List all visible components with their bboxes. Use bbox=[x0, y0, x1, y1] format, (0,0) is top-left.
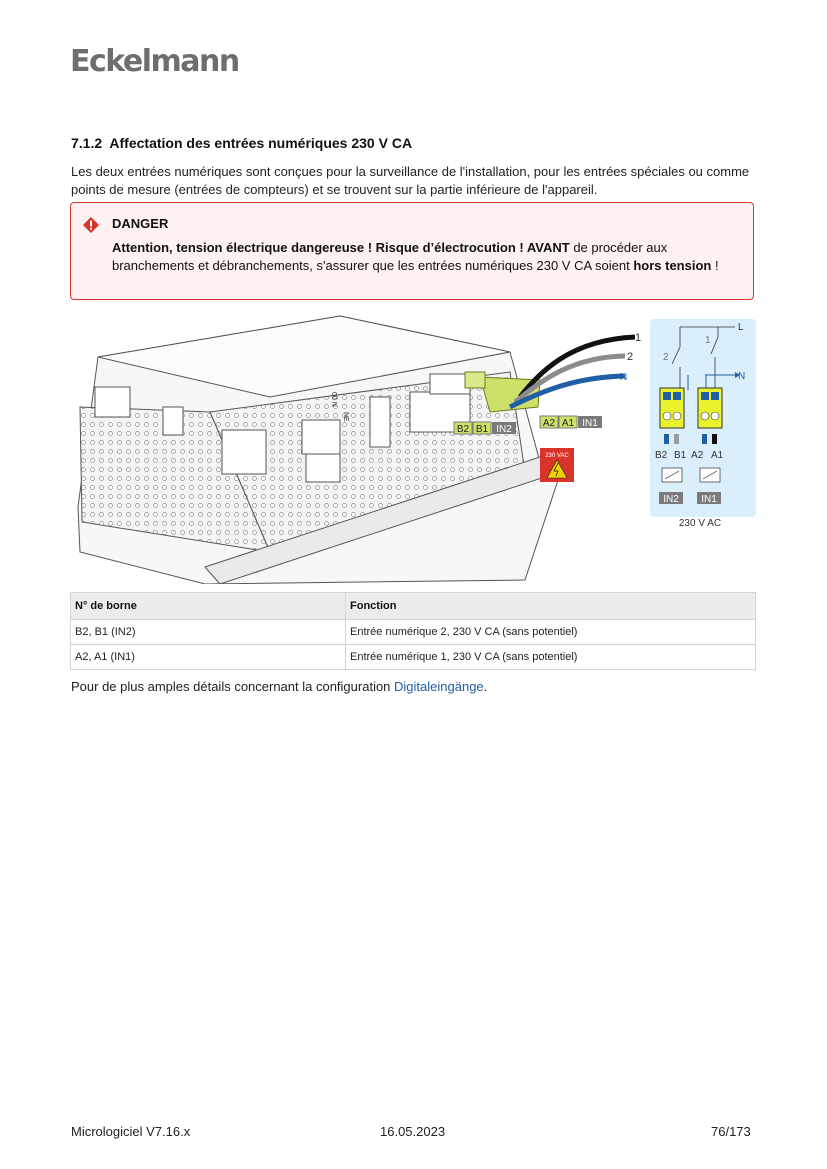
footer-page-number: 76/173 bbox=[711, 1124, 751, 1139]
schematic-switch-1: 1 bbox=[705, 335, 711, 346]
table-cell: Entrée numérique 1, 230 V CA (sans potentiel) bbox=[346, 645, 756, 670]
table-header: Fonction bbox=[346, 593, 756, 620]
danger-box bbox=[70, 202, 754, 300]
device-illustration bbox=[78, 316, 560, 584]
wiring-figure bbox=[70, 312, 760, 584]
more-info-paragraph bbox=[71, 679, 487, 694]
wire-label-1: 1 bbox=[635, 332, 642, 344]
terminal-b1: B1 bbox=[475, 424, 489, 435]
schematic-neutral-label: N bbox=[738, 371, 746, 382]
schematic-input-in1: IN1 bbox=[701, 494, 717, 505]
schematic-line-label: L bbox=[738, 322, 744, 333]
schematic-voltage: 230 V AC bbox=[678, 518, 722, 529]
schematic-input-in2: IN2 bbox=[663, 494, 679, 505]
voltage-warning-label: 230 VAC bbox=[545, 453, 569, 459]
terminal-labels-in2 bbox=[454, 422, 516, 435]
schematic-terminal-a2: A2 bbox=[691, 450, 704, 461]
wires bbox=[510, 332, 641, 407]
table-row bbox=[71, 645, 756, 670]
danger-normal-1: de procéder aux branchements et débranchements, s'assurer que les entrées numériques 230 V CA soient bbox=[112, 240, 668, 273]
footer-firmware: Micrologiciel V7.16.x bbox=[71, 1124, 191, 1139]
danger-bold-2: hors tension bbox=[633, 258, 712, 273]
section-number: 7.1.2 bbox=[71, 135, 103, 151]
table-cell: B2, B1 (IN2) bbox=[71, 620, 346, 645]
digitaleingange-link[interactable]: Digitaleingänge bbox=[394, 679, 484, 694]
danger-bold-1: Attention, tension électrique dangereuse ! Risque d’électrocution ! AVANT bbox=[112, 240, 570, 255]
schematic-terminal-a1: A1 bbox=[711, 450, 724, 461]
terminal-a1: A1 bbox=[561, 418, 575, 429]
table-cell: A2, A1 (IN1) bbox=[71, 645, 346, 670]
footer-date: 16.05.2023 bbox=[380, 1124, 446, 1139]
terminal-b2: B2 bbox=[456, 424, 470, 435]
terminal-in1: IN1 bbox=[582, 418, 598, 429]
terminal-in2: IN2 bbox=[496, 424, 512, 435]
wire-label-n: N bbox=[620, 372, 628, 383]
warning-icon bbox=[83, 217, 99, 233]
table-header: N° de borne bbox=[71, 593, 346, 620]
table-header-row bbox=[71, 593, 756, 620]
more-info-suffix: . bbox=[483, 679, 488, 694]
schematic-terminal-b2: B2 bbox=[655, 450, 668, 461]
terminal-labels-in1 bbox=[540, 416, 602, 429]
terminal-a2: A2 bbox=[542, 418, 556, 429]
more-info-text: Pour de plus amples détails concernant la configuration bbox=[71, 679, 395, 694]
terminal-table bbox=[70, 592, 756, 670]
danger-normal-2: ! bbox=[711, 258, 719, 273]
intro-paragraph: Les deux entrées numériques sont conçues pour la surveillance de l'installation, pour les entrées spéciales ou comme points de mesure (entrées de compteurs) et se trouvent sur la partie inférieure de l'appareil. bbox=[71, 164, 750, 197]
danger-title: DANGER bbox=[112, 216, 169, 231]
section-heading: Affectation des entrées numériques 230 V CA bbox=[109, 135, 413, 151]
high-voltage-icon bbox=[540, 448, 574, 482]
device-label-ne: NE bbox=[342, 412, 349, 422]
table-cell: Entrée numérique 2, 230 V CA (sans potentiel) bbox=[346, 620, 756, 645]
schematic-panel bbox=[650, 319, 756, 529]
wire-label-2: 2 bbox=[627, 351, 634, 363]
device-label-00n: 00 N bbox=[330, 392, 337, 407]
danger-text bbox=[112, 239, 732, 275]
schematic-terminal-b1: B1 bbox=[674, 450, 687, 461]
schematic-switch-2: 2 bbox=[663, 352, 669, 363]
company-logo: Eckelmann bbox=[70, 44, 239, 79]
section-title bbox=[71, 135, 412, 151]
table-row bbox=[71, 620, 756, 645]
